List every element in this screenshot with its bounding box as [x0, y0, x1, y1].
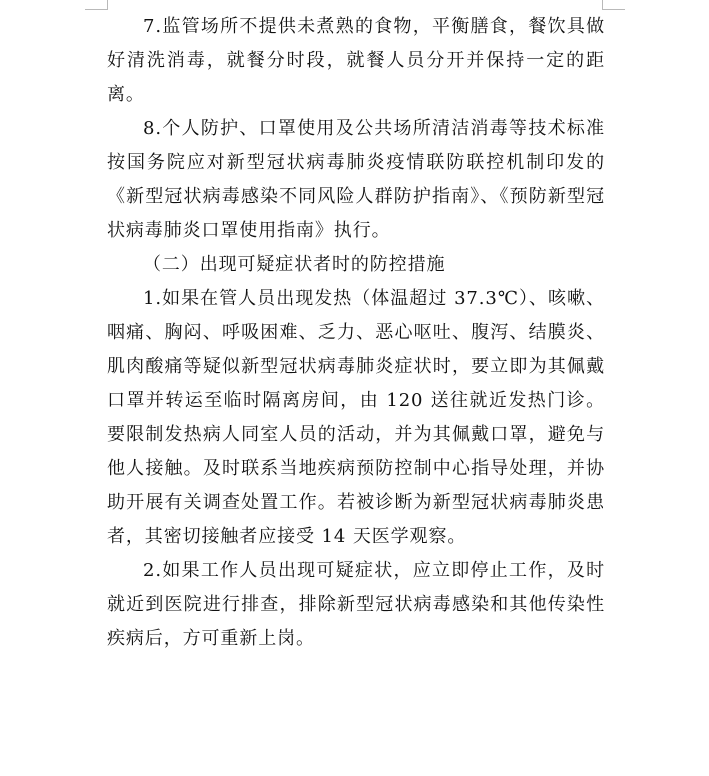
paragraph-item-8: 8.个人防护、口罩使用及公共场所清洁消毒等技术标准按国务院应对新型冠状病毒肺炎疫情联防联控机制印发的《新型冠状病毒感染不同风险人群防护指南》、《预防新型冠状病毒肺炎口罩使用指南》执行。 — [107, 118, 605, 241]
document-body — [107, 10, 605, 656]
crop-mark-top-right — [602, 0, 625, 10]
paragraph-item-7: 7.监管场所不提供未煮熟的食物，平衡膳食，餐饮具做好清洗消毒，就餐分时段，就餐人员分开并保持一定的距离。 — [107, 16, 605, 105]
paragraph-item-1: 1.如果在管人员出现发热（体温超过 37.3℃）、咳嗽、咽痛、胸闷、呼吸困难、乏力、恶心呕吐、腹泻、结膜炎、肌肉酸痛等疑似新型冠状病毒肺炎症状时，要立即为其佩戴口罩并转运至临时隔离房间，由 120 送往就近发热门诊。要限制发热病人同室人员的活动，并为其佩戴口罩，避免与他人接触。及时联系当地疾病预防控制中心指导处理，并协助开展有关调查处置工作。若被诊断为新型冠状病毒肺炎患者，其密切接触者应接受 14 天医学观察。 — [107, 288, 605, 547]
crop-mark-top-left — [85, 0, 108, 10]
paragraph-item-2: 2.如果工作人员出现可疑症状，应立即停止工作，及时就近到医院进行排查，排除新型冠状病毒感染和其他传染性疾病后，方可重新上岗。 — [107, 560, 605, 649]
section-heading: （二）出现可疑症状者时的防控措施 — [143, 254, 446, 275]
